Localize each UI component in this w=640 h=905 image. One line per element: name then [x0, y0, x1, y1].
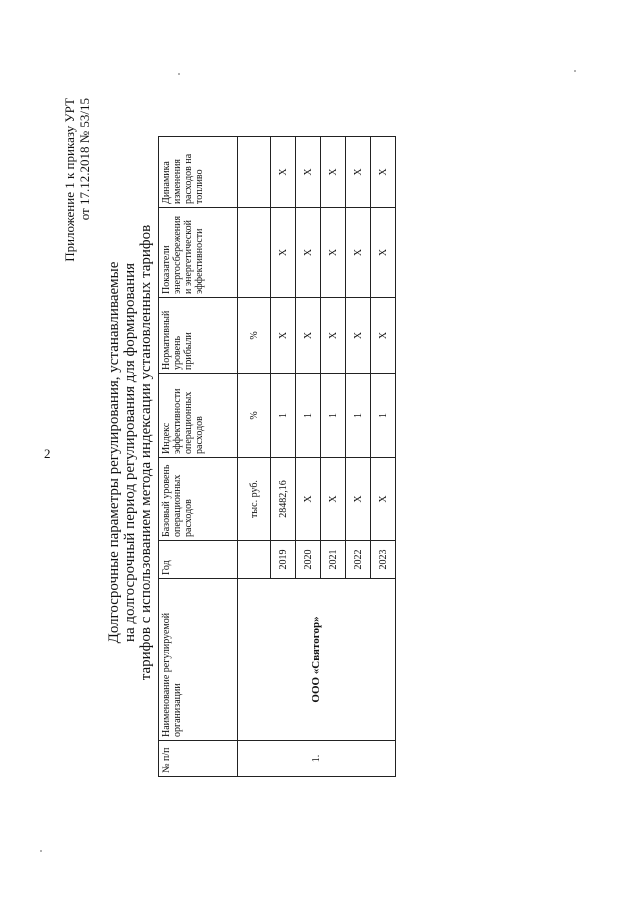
heading-line-2: на долгосрочный период регулирования для формирования: [122, 262, 138, 643]
cell-organization: ООО «Святогор»: [238, 579, 396, 741]
cell-fuel: Х: [271, 137, 296, 208]
cell-year: 2019: [271, 541, 296, 579]
header-energy-saving: Показатели энергосбережения и энергетической эффективности: [159, 208, 238, 298]
cell-energy: Х: [371, 208, 396, 298]
page-number: 2: [44, 446, 51, 461]
cell-year: 2020: [296, 541, 321, 579]
heading-line-3: тарифов с использованием метода индексации установленных тарифов: [138, 224, 154, 681]
header-number: № п/п: [159, 741, 238, 777]
document-heading: [106, 0, 154, 905]
cell-index: 1: [371, 374, 396, 458]
cell-year: 2022: [346, 541, 371, 579]
header-organization: Наименование регулируемой организации: [159, 579, 238, 741]
cell-base: Х: [296, 458, 321, 541]
header-fuel-dynamics: Динамика изменения расходов на топливо: [159, 137, 238, 208]
cell-fuel: Х: [371, 137, 396, 208]
units-profit: %: [238, 298, 271, 374]
cell-profit: Х: [296, 298, 321, 374]
header-profit-level: Нормативный уровень прибыли: [159, 298, 238, 374]
cell-base: Х: [371, 458, 396, 541]
units-row: [238, 137, 271, 777]
cell-base: 28482,16: [271, 458, 296, 541]
scan-speck: [574, 70, 576, 72]
units-fuel: [238, 137, 271, 208]
cell-fuel: Х: [321, 137, 346, 208]
units-year: [238, 541, 271, 579]
cell-index: 1: [296, 374, 321, 458]
cell-profit: Х: [346, 298, 371, 374]
header-efficiency-index: Индекс эффективности операционных расходов: [159, 374, 238, 458]
header-base-opex: Базовый уровень операционных расходов: [159, 458, 238, 541]
cell-energy: Х: [296, 208, 321, 298]
cell-base: Х: [321, 458, 346, 541]
scan-speck: [40, 850, 42, 852]
cell-number: 1.: [238, 741, 396, 777]
cell-profit: Х: [321, 298, 346, 374]
cell-profit: Х: [371, 298, 396, 374]
appendix-reference: [62, 98, 92, 262]
cell-fuel: Х: [296, 137, 321, 208]
cell-year: 2023: [371, 541, 396, 579]
cell-fuel: Х: [346, 137, 371, 208]
cell-index: 1: [271, 374, 296, 458]
cell-energy: Х: [346, 208, 371, 298]
parameters-table: [158, 136, 396, 777]
units-base: тыс. руб.: [238, 458, 271, 541]
cell-base: Х: [346, 458, 371, 541]
cell-index: 1: [346, 374, 371, 458]
appendix-line-1: Приложение 1 к приказу УРТ: [62, 98, 77, 262]
cell-profit: Х: [271, 298, 296, 374]
cell-energy: Х: [321, 208, 346, 298]
units-energy: [238, 208, 271, 298]
heading-line-1: Долгосрочные параметры регулирования, устанавливаемые: [106, 261, 122, 644]
header-year: Год: [159, 541, 238, 579]
units-index: %: [238, 374, 271, 458]
cell-energy: Х: [271, 208, 296, 298]
scan-speck: [178, 73, 180, 75]
appendix-line-2: от 17.12.2018 № 53/15: [77, 98, 92, 221]
cell-year: 2021: [321, 541, 346, 579]
cell-index: 1: [321, 374, 346, 458]
